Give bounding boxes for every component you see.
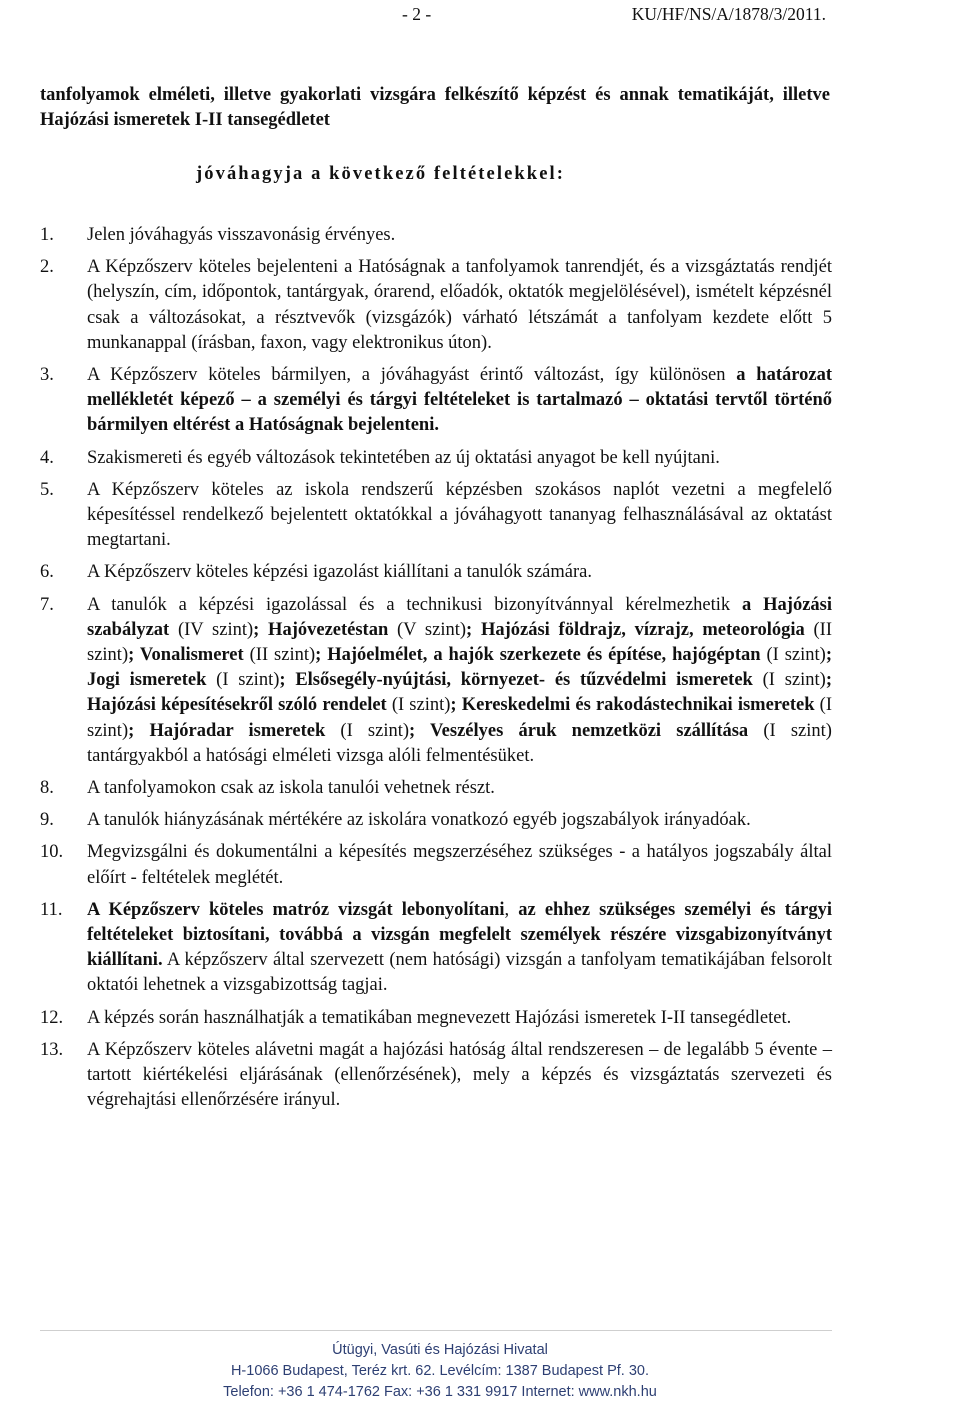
condition-text-segment: (I szint) bbox=[760, 645, 826, 666]
condition-text-segment: A Képzőszerv köteles az iskola rendszerű képzésben szokásos naplót vezetni a megfelelő képesítéssel rendelkező bejelentett oktatókkal a jóváhagyott tananyag felhasználásával az oktatást megtartani. bbox=[87, 479, 832, 551]
condition-number: 12. bbox=[40, 1007, 64, 1028]
conditions-list bbox=[40, 223, 832, 1121]
condition-text bbox=[87, 898, 832, 999]
condition-item bbox=[40, 840, 832, 890]
condition-text-segment: (II szint) bbox=[243, 645, 316, 666]
page-number: - 2 - bbox=[402, 4, 432, 24]
condition-text-bold: ; Vonalismeret bbox=[128, 645, 244, 666]
condition-text bbox=[87, 808, 832, 833]
condition-text-bold: ; Hajózási képesítésekről szóló rendelet bbox=[87, 670, 832, 716]
condition-text-segment: A képzés során használhatják a tematikában megnevezett Hajózási ismeretek I-II tansegédletet. bbox=[87, 1007, 792, 1028]
condition-text bbox=[87, 593, 832, 769]
condition-text-bold: ; Veszélyes áruk nemzetközi szállítása bbox=[409, 720, 749, 741]
condition-text-segment: (I szint) tantárgyakból a hatósági elméleti vizsga alóli felmentésüket. bbox=[87, 720, 832, 766]
condition-text-segment: (I szint) bbox=[752, 670, 826, 691]
condition-text-bold: ; Hajózási földrajz, vízrajz, meteorológia bbox=[466, 619, 805, 640]
condition-text-bold: a Hajózási szabályzat bbox=[87, 594, 833, 640]
condition-number: 7. bbox=[40, 594, 54, 615]
condition-text bbox=[87, 1038, 832, 1114]
condition-text-segment: A tanulók a képzési igazolással és a technikusi bizonyítvánnyal kérelmezhetik bbox=[87, 594, 743, 615]
condition-number: 13. bbox=[40, 1039, 64, 1060]
footer-contact: Telefon: +36 1 474-1762 Fax: +36 1 331 9917 Internet: www.nkh.hu bbox=[223, 1384, 657, 1400]
condition-number: 10. bbox=[40, 842, 64, 863]
document-reference: KU/HF/NS/A/1878/3/2011. bbox=[631, 4, 826, 24]
footer-organization: Útügyi, Vasúti és Hajózási Hivatal bbox=[332, 1342, 548, 1358]
condition-text bbox=[87, 255, 832, 356]
condition-number: 4. bbox=[40, 447, 54, 468]
condition-item bbox=[40, 898, 832, 999]
condition-text-bold: ; Hajóelmélet, a hajók szerkezete és építése, hajógéptan bbox=[315, 645, 761, 666]
condition-item bbox=[40, 446, 832, 471]
condition-text-bold: a határozat mellékletét képező – a személyi és tárgyi feltételeket is tartalmazó – oktatási tervtől történő bármilyen eltérést a Hatóságnak bejelenteni. bbox=[87, 365, 832, 436]
condition-text bbox=[87, 560, 832, 585]
condition-text-bold: ; Kereskedelmi és rakodástechnikai ismeretek bbox=[450, 695, 815, 716]
condition-text bbox=[87, 1006, 832, 1031]
condition-text-segment: (I szint) bbox=[325, 720, 410, 741]
condition-text-segment: A Képzőszerv köteles bejelenteni a Hatóságnak a tanfolyamok tanrendjét, és a vizsgáztatás rendjét (helyszín, cím, időpontok, tantárgyak, órarend, előadók, oktatók megjelölésével), ismételt képzésnél csak a változásokat, a résztvevők (vizsgázók) várható létszámát a tanfolyam kezdete előtt 5 munkanappal (írásban, faxon, vagy elektronikus úton). bbox=[87, 257, 832, 353]
page-header bbox=[0, 4, 960, 28]
condition-text-segment: Szakismereti és egyéb változások tekintetében az új oktatási anyagot be kell nyújtani. bbox=[87, 447, 720, 468]
condition-number: 11. bbox=[40, 899, 63, 920]
approval-subtitle: jóváhagyja a következő feltételekkel: bbox=[196, 164, 566, 184]
page-footer bbox=[0, 1330, 960, 1405]
condition-item bbox=[40, 478, 832, 554]
condition-text-segment: A Képzőszerv köteles bármilyen, a jóváhagyást érintő változást, így különösen bbox=[87, 365, 737, 386]
footer-contact-block bbox=[0, 1340, 880, 1403]
condition-text-segment: (IV szint) bbox=[169, 619, 254, 640]
condition-text-bold: ; Elsősegély-nyújtási, környezet- és tűzvédelmi ismeretek bbox=[279, 670, 753, 691]
condition-item bbox=[40, 1006, 832, 1031]
condition-text-segment: A Képzőszerv köteles képzési igazolást kiállítani a tanulók számára. bbox=[87, 562, 592, 583]
condition-number: 8. bbox=[40, 778, 54, 799]
condition-text bbox=[87, 776, 832, 801]
condition-text-segment: (II szint) bbox=[87, 619, 833, 666]
condition-number: 9. bbox=[40, 810, 54, 831]
condition-text-segment: , bbox=[504, 899, 519, 920]
condition-text-segment: A tanfolyamokon csak az iskola tanulói vehetnek részt. bbox=[87, 778, 495, 799]
condition-text-segment: A tanulók hiányzásának mértékére az iskolára vonatkozó egyéb jogszabályok irányadóak. bbox=[87, 810, 751, 831]
condition-item bbox=[40, 1038, 832, 1114]
condition-number: 6. bbox=[40, 562, 54, 583]
footer-address: H-1066 Budapest, Teréz krt. 62. Levélcím: 1387 Budapest Pf. 30. bbox=[230, 1363, 650, 1379]
condition-text-segment: (V szint) bbox=[388, 619, 467, 640]
condition-text-bold: A Képzőszerv köteles matróz vizsgát lebonyolítani bbox=[87, 899, 505, 920]
condition-text-bold: ; Jogi ismeretek bbox=[87, 645, 832, 691]
condition-item bbox=[40, 776, 832, 801]
condition-item bbox=[40, 223, 832, 248]
condition-number: 1. bbox=[40, 225, 54, 245]
condition-text-bold: ; Hajóvezetéstan bbox=[253, 619, 389, 640]
condition-text bbox=[87, 223, 832, 248]
condition-number: 5. bbox=[40, 479, 54, 500]
condition-text-segment: A képzőszerv által szervezett (nem hatósági) vizsgán a tanfolyam tematikájában felsorolt oktatói lehetnek a vizsgabizottság tagjai. bbox=[87, 950, 832, 996]
condition-text-segment: A Képzőszerv köteles alávetni magát a hajózási hatóság által rendszeresen – de legalább 5 évente – tartott kiértékelési eljárásának (ellenőrzésének), mely a képzés és vizsgáztatás szervezeti és végrehajtási ellenőrzésére irányul. bbox=[87, 1039, 832, 1111]
condition-text-segment: (I szint) bbox=[87, 695, 833, 741]
condition-text-segment: Jelen jóváhagyás visszavonásig érvényes. bbox=[87, 225, 396, 245]
condition-item bbox=[40, 593, 832, 769]
condition-text bbox=[87, 446, 832, 471]
condition-text bbox=[87, 840, 832, 890]
condition-text-segment: (I szint) bbox=[386, 695, 451, 716]
condition-item bbox=[40, 363, 832, 439]
condition-text bbox=[87, 363, 832, 439]
condition-text-segment: (I szint) bbox=[206, 670, 280, 691]
condition-item bbox=[40, 808, 832, 833]
condition-text-segment: Megvizsgálni és dokumentálni a képesítés megszerzéséhez szükséges - a hatályos jogszabály által előírt - feltételek meglétét. bbox=[87, 842, 832, 888]
intro-paragraph: tanfolyamok elméleti, illetve gyakorlati vizsgára felkészítő képzést és annak tematikáját, illetve Hajózási ismeretek I-II tansegédletet bbox=[40, 85, 830, 130]
condition-text-bold: ; Hajóradar ismeretek bbox=[128, 720, 326, 741]
condition-item bbox=[40, 255, 832, 356]
condition-number: 3. bbox=[40, 365, 54, 386]
condition-text-bold: az ehhez szükséges személyi és tárgyi feltételeket biztosítani, továbbá a vizsgán megfelelt személyek részére vizsgabizonyítványt kiállítani. bbox=[87, 899, 832, 971]
condition-number: 2. bbox=[40, 257, 54, 278]
condition-item bbox=[40, 560, 832, 585]
condition-text bbox=[87, 478, 832, 554]
footer-divider bbox=[40, 1330, 832, 1331]
